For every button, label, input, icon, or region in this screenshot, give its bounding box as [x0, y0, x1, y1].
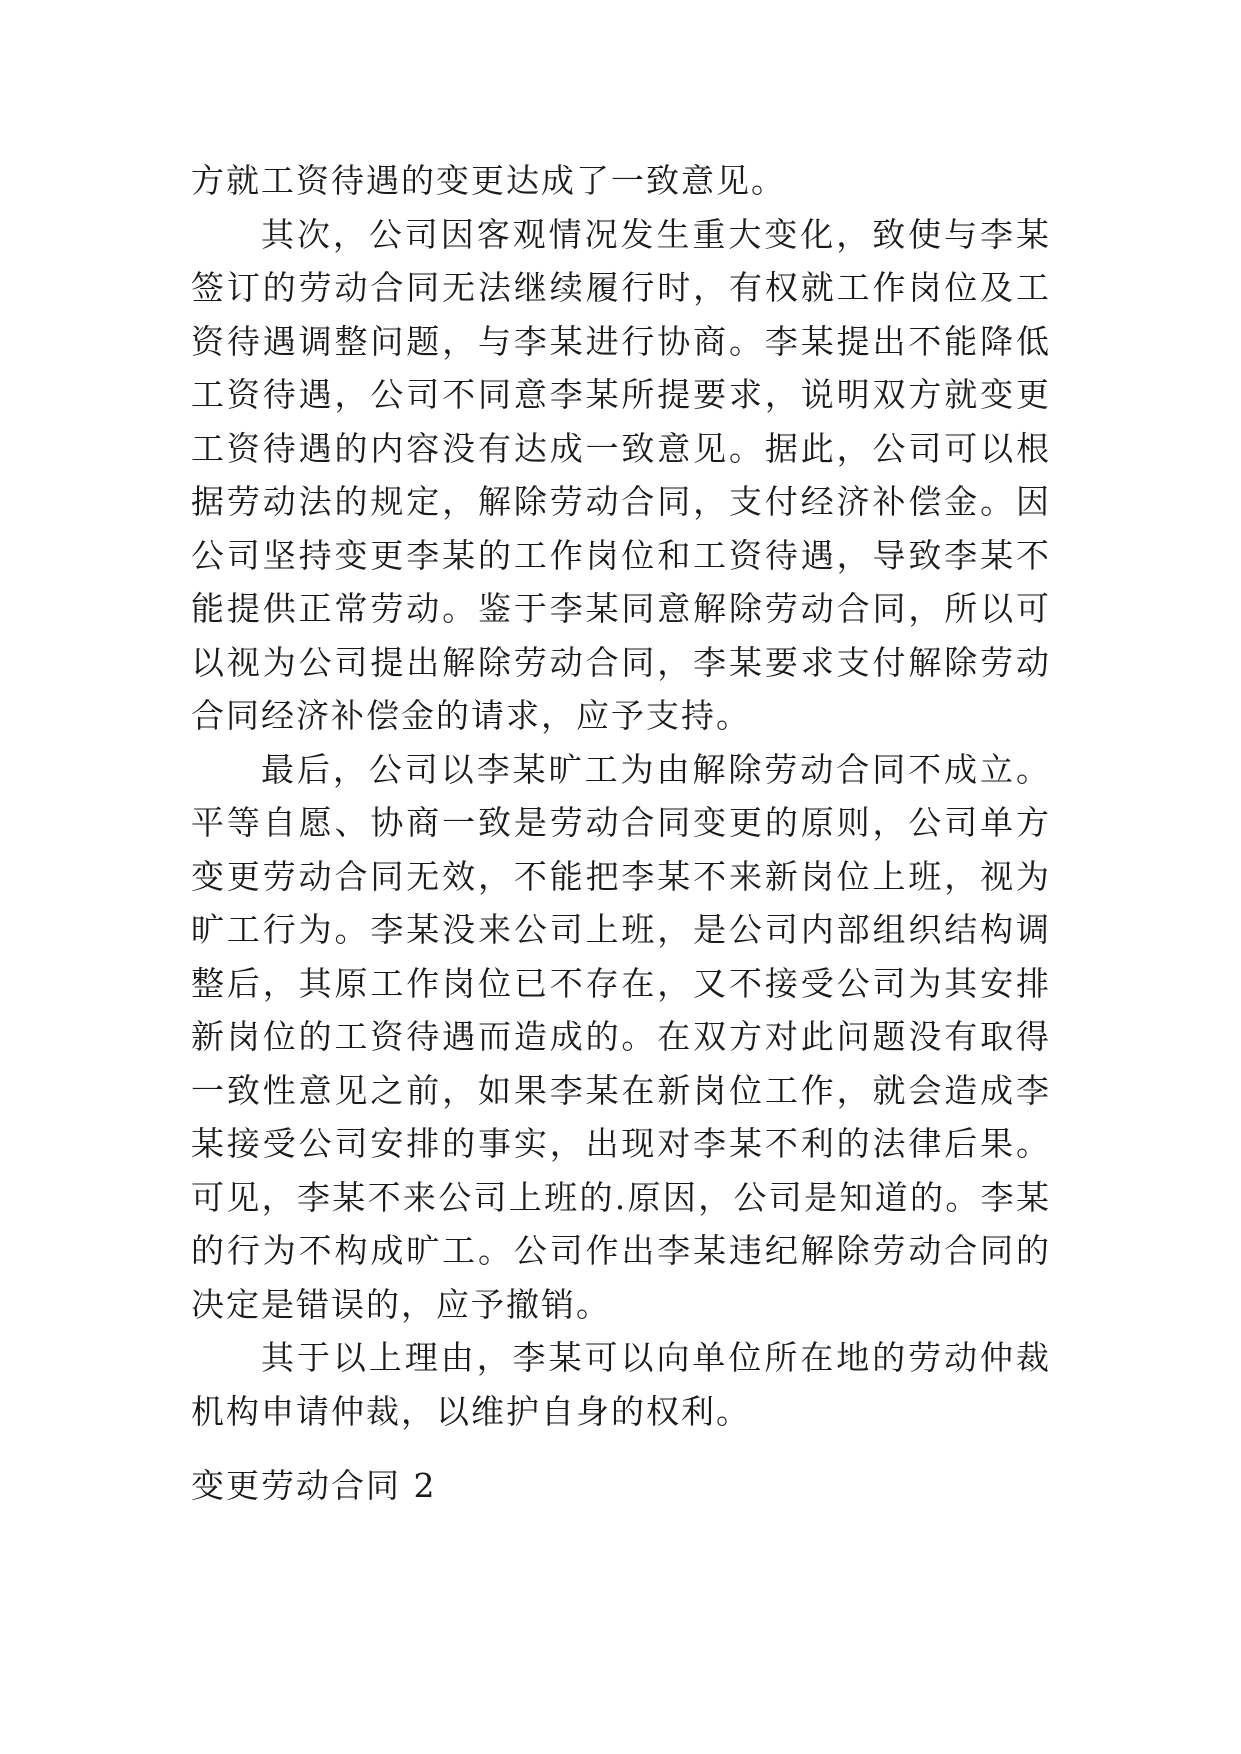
document-body — [191, 154, 1051, 1438]
paragraph-absenteeism: 最后，公司以李某旷工为由解除劳动合同不成立。平等自愿、协商一致是劳动合同变更的原则，公司单方变更劳动合同无效，不能把李某不来新岗位上班，视为旷工行为。李某没来公司上班，是公司内部组织结构调整后，其原工作岗位已不存在，又不接受公司为其安排新岗位的工资待遇而造成的。在双方对此问题没有取得一致性意见之前，如果李某在新岗位工作，就会造成李某接受公司安排的事实，出现对李某不利的法律后果。可见，李某不来公司上班的.原因，公司是知道的。李某的行为不构成旷工。公司作出李某违纪解除劳动合同的决定是错误的，应予撤销。 — [191, 749, 1051, 1324]
paragraph-continuation: 方就工资待遇的变更达成了一致意见。 — [191, 161, 786, 200]
paragraph-objective-change: 其次，公司因客观情况发生重大变化，致使与李某签订的劳动合同无法继续履行时，有权就工作岗位及工资待遇调整问题，与李某进行协商。李某提出不能降低工资待遇，公司不同意李某所提要求，说明双方就变更工资待遇的内容没有达成一致意见。据此，公司可以根据劳动法的规定，解除劳动合同，支付经济补偿金。因公司坚持变更李某的工作岗位和工资待遇，导致李某不能提供正常劳动。鉴于李某同意解除劳动合同，所以可以视为公司提出解除劳动合同，李某要求支付解除劳动合同经济补偿金的请求，应予支持。 — [191, 214, 1051, 735]
paragraph-conclusion: 其于以上理由，李某可以向单位所在地的劳动仲裁机构申请仲裁，以维护自身的权利。 — [191, 1338, 1051, 1431]
section-heading: 变更劳动合同 2 — [191, 1466, 437, 1505]
